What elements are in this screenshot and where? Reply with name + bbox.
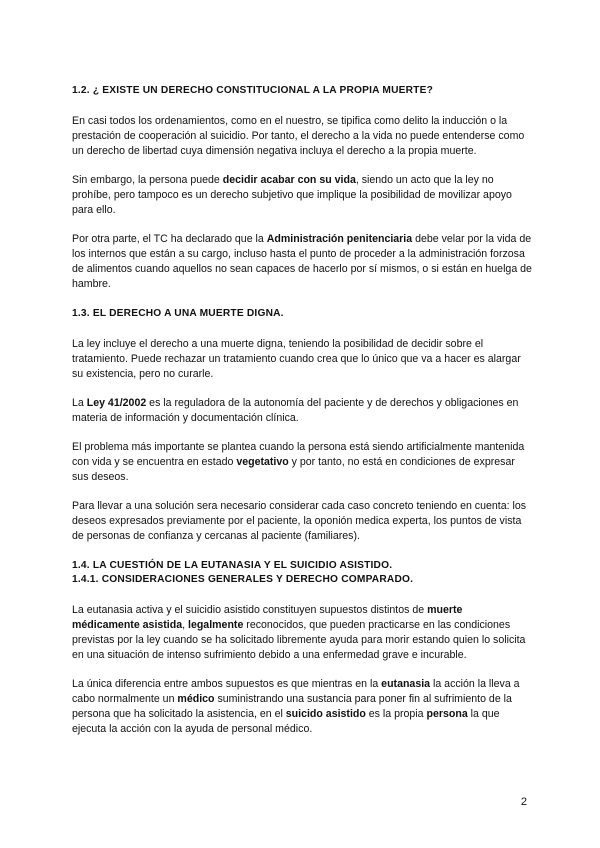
bold-term: médico bbox=[177, 693, 215, 705]
bold-term: persona bbox=[426, 708, 468, 720]
paragraph: El problema más importante se plantea cuando la persona está siendo artificialmente mantenida con vida y se encuentra en estado vegetativo y por tanto, no está en condiciones de expresar sus deseos. bbox=[72, 441, 525, 483]
paragraph: Por otra parte, el TC ha declarado que la Administración penitenciaria debe velar por la vida de los internos que están a su cargo, incluso hasta el punto de proceder a la administración forzosa de alimentos cuando aquellos no sean capaces de hacerlo por sí mismos, o si están en huelga de hambre. bbox=[72, 233, 532, 290]
bold-term: decidir acabar con su vida bbox=[222, 174, 356, 186]
paragraph: La ley incluye el derecho a una muerte digna, teniendo la posibilidad de decidir sobre el tratamiento. Puede rechazar un tratamiento cuando crea que lo único que va a hacer es alargar su existencia, pero no curarle. bbox=[72, 338, 521, 380]
paragraph: La única diferencia entre ambos supuestos es que mientras en la eutanasia la acción la lleva a cabo normalmente un médico suministrando una sustancia para poner fin al sufrimiento de la persona que ha solicitado la asistencia, en el suicido asistido es la propia persona la que ejecuta la acción con la ayuda de personal médico. bbox=[72, 678, 520, 735]
paragraph: Para llevar a una solución sera necesario considerar cada caso concreto teniendo en cuenta: los deseos expresados previamente por el paciente, la oponión medica experta, los puntos de vista de personas de confianza y cercanas al paciente (familiares). bbox=[72, 500, 527, 542]
page-content bbox=[72, 84, 532, 737]
section-heading-1-3: 1.3. EL DERECHO A UNA MUERTE DIGNA. bbox=[72, 308, 284, 319]
page-number: 2 bbox=[520, 796, 527, 808]
bold-term: eutanasia bbox=[381, 678, 431, 690]
bold-term: suicido asistido bbox=[285, 708, 366, 720]
bold-term: vegetativo bbox=[236, 456, 289, 468]
paragraph: La Ley 41/2002 es la reguladora de la autonomía del paciente y de derechos y obligaciones en materia de información y documentación clínica. bbox=[72, 397, 519, 424]
bold-term: Ley 41/2002 bbox=[86, 397, 147, 409]
subsection-heading-1-4-1: 1.4.1. CONSIDERACIONES GENERALES Y DERECHO COMPARADO. bbox=[72, 574, 414, 585]
section-heading-1-2: 1.2. ¿ EXISTE UN DERECHO CONSTITUCIONAL A LA PROPIA MUERTE? bbox=[72, 85, 434, 96]
bold-term: muerte médicamente asistida bbox=[72, 604, 463, 631]
bold-term: Administración penitenciaria bbox=[266, 233, 413, 245]
bold-term: legalmente bbox=[188, 619, 244, 631]
paragraph: En casi todos los ordenamientos, como en el nuestro, se tipifica como delito la inducción o la prestación de cooperación al suicidio. Por tanto, el derecho a la vida no puede entenderse como un derecho de libertad cuya dimensión negativa incluya el derecho a la propia muerte. bbox=[72, 115, 525, 157]
paragraph: La eutanasia activa y el suicidio asistido constituyen supuestos distintos de muerte médicamente asistida, legalmente reconocidos, que pueden practicarse en las condiciones previstas por la ley cuando se ha solicitado libremente ayuda para morir estando quien lo solicita en una situación de intenso sufrimiento debido a una enfermedad grave e incurable. bbox=[72, 604, 526, 661]
section-heading-1-4: 1.4. LA CUESTIÓN DE LA EUTANASIA Y EL SUICIDIO ASISTIDO. bbox=[72, 560, 393, 571]
paragraph: Sin embargo, la persona puede decidir acabar con su vida, siendo un acto que la ley no prohíbe, pero tampoco es un derecho subjetivo que implique la posibilidad de movilizar apoyo para ello. bbox=[72, 174, 512, 216]
